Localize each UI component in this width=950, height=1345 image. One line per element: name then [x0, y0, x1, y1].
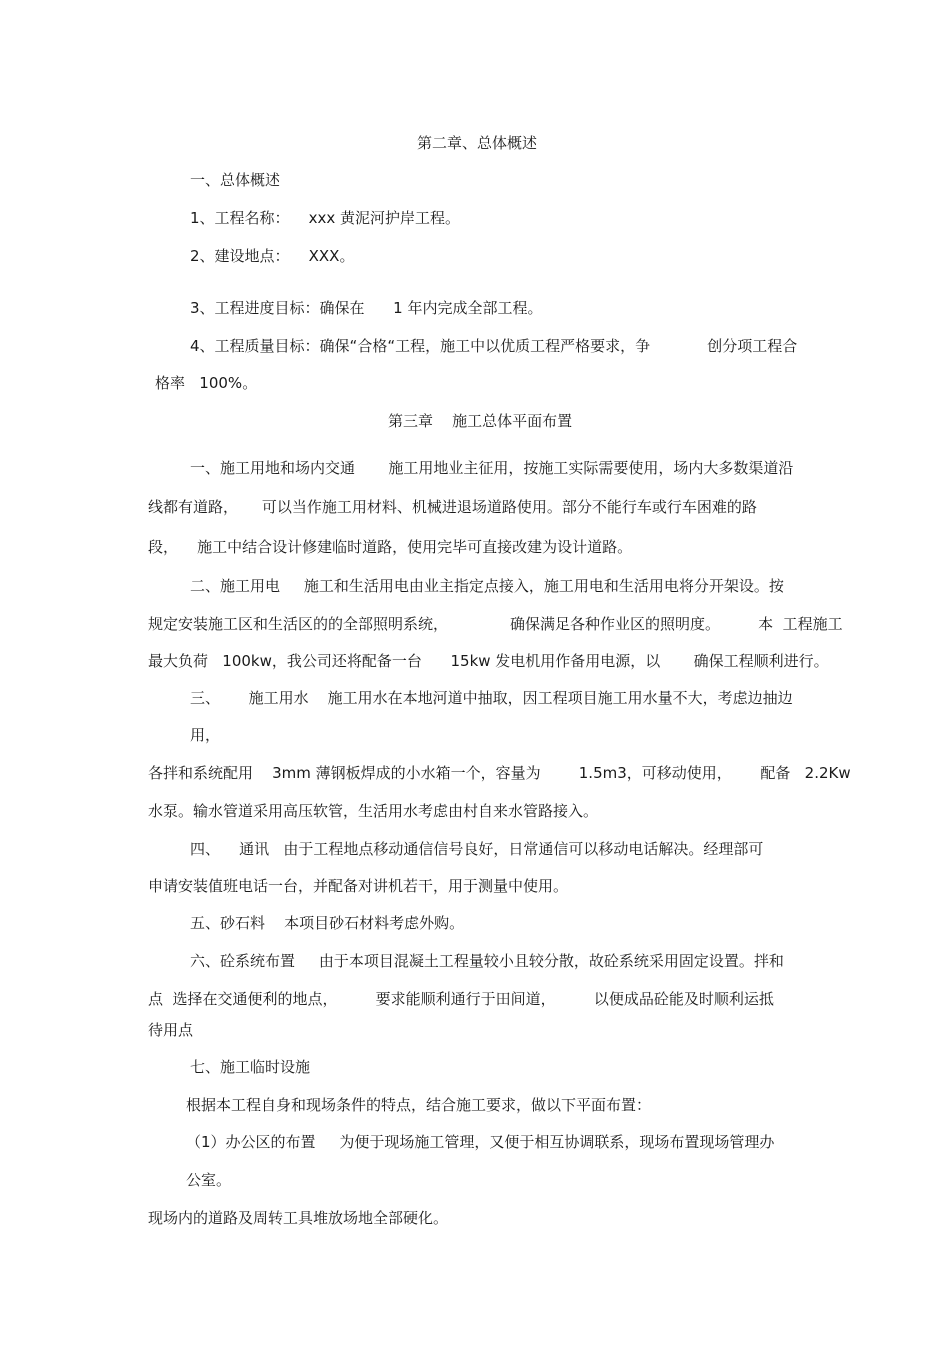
project-name-line: 1、工程名称： xxx 黄泥河护岸工程。 — [190, 209, 461, 227]
section-heading: 七、施工临时设施 — [190, 1058, 311, 1076]
paragraph-line: 五、砂石料 本项目砂石材料考虑外购。 — [190, 914, 465, 932]
quality-goal-line-2: 格率 100%。 — [155, 374, 258, 392]
paragraph-line: 待用点 — [148, 1021, 194, 1039]
paragraph-line: 四、 通讯 由于工程地点移动通信信号良好，日常通信可以移动电话解决。经理部可 — [190, 840, 764, 858]
quality-goal-line-1: 4、工程质量目标：确保“合格“工程，施工中以优质工程严格要求，争 创分项工程合 — [190, 337, 798, 355]
section-heading: 一、总体概述 — [190, 171, 281, 189]
paragraph-line: 公室。 — [186, 1171, 232, 1189]
paragraph-line: 规定安装施工区和生活区的的全部照明系统， 确保满足各种作业区的照明度。 本 工程施工 — [148, 615, 843, 633]
paragraph-line: 点 选择在交通便利的地点， 要求能顺利通行于田间道， 以便成品砼能及时顺利运抵 — [148, 990, 774, 1008]
chapter-title: 第二章、总体概述 — [417, 134, 538, 152]
paragraph-line: 用， — [190, 726, 221, 744]
paragraph-line: 段， 施工中结合设计修建临时道路，使用完毕可直接改建为设计道路。 — [148, 538, 633, 556]
paragraph-line: 线都有道路， 可以当作施工用材料、机械进退场道路使用。部分不能行车或行车困难的路 — [148, 498, 757, 516]
paragraph-line: 一、施工用地和场内交通 施工用地业主征用，按施工实际需要使用，场内大多数渠道沿 — [190, 459, 794, 477]
paragraph-line: 二、施工用电 施工和生活用电由业主指定点接入，施工用电和生活用电将分开架设。按 — [190, 577, 784, 595]
paragraph-line: 三、 施工用水 施工用水在本地河道中抽取，因工程项目施工用水量不大，考虑边抽边 — [190, 689, 793, 707]
paragraph-line: 最大负荷 100kw，我公司还将配备一台 15kw 发电机用作备用电源，以 确保工程顺利进行。 — [148, 652, 829, 670]
schedule-goal-line: 3、工程进度目标：确保在 1 年内完成全部工程。 — [190, 299, 543, 317]
location-line: 2、建设地点： XXX。 — [190, 247, 355, 265]
paragraph-line: 根据本工程自身和现场条件的特点，结合施工要求，做以下平面布置： — [186, 1096, 652, 1114]
paragraph-line: 各拌和系统配用 3mm 薄钢板焊成的小水箱一个，容量为 1.5m3，可移动使用， 配备 2.2Kw — [148, 764, 851, 782]
paragraph-line: 申请安装值班电话一台，并配备对讲机若干，用于测量中使用。 — [148, 877, 569, 895]
paragraph-line: 现场内的道路及周转工具堆放场地全部硬化。 — [148, 1209, 449, 1227]
chapter-title: 第三章 施工总体平面布置 — [388, 412, 573, 430]
paragraph-line: 六、砼系统布置 由于本项目混凝土工程量较小且较分散，故砼系统采用固定设置。拌和 — [190, 952, 784, 970]
paragraph-line: （1）办公区的布置 为便于现场施工管理，又便于相互协调联系，现场布置现场管理办 — [186, 1133, 775, 1151]
paragraph-line: 水泵。输水管道采用高压软管，生活用水考虑由村自来水管路接入。 — [148, 802, 599, 820]
